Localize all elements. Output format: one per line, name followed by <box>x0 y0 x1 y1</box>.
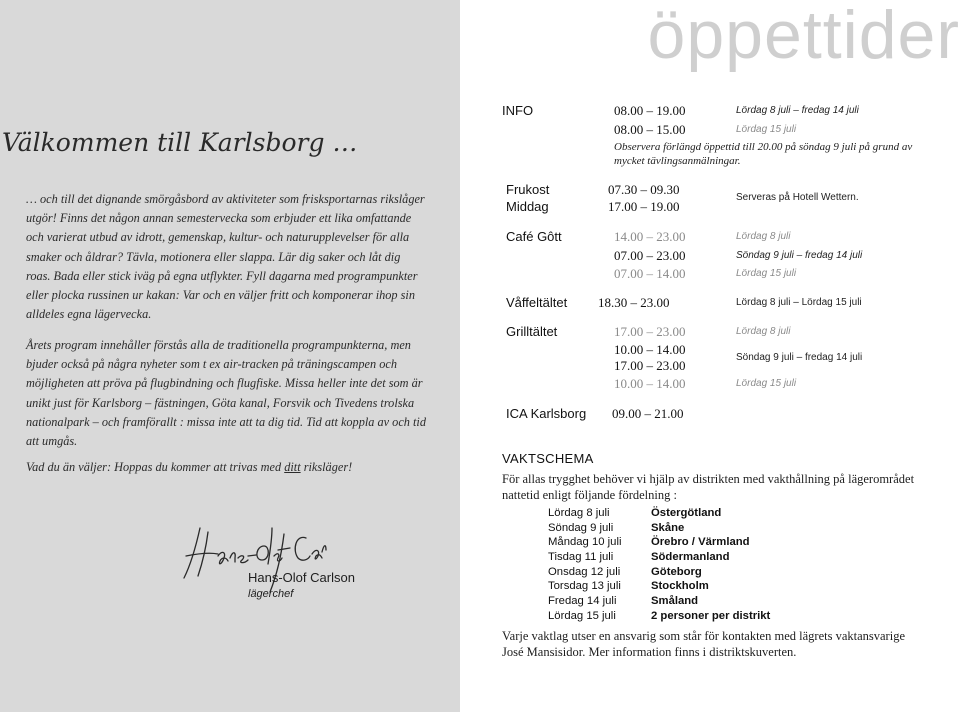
vaktschema-intro: För allas trygghet behöver vi hjälp av distrikten med vakthållning på lägerområdet nattetid enligt följande fördelning : <box>502 472 915 502</box>
cafe-note: Söndag 9 juli – fredag 14 juli <box>736 250 863 261</box>
vaktschema-district: Örebro / Värmland <box>651 536 750 549</box>
grill-time: 10.00 – 14.00 <box>614 342 686 357</box>
vaktschema-district: Östergötland <box>651 507 722 519</box>
vaktschema-row <box>548 507 770 522</box>
vaffel-note: Lördag 8 juli – Lördag 15 juli <box>736 297 862 308</box>
vaktschema-row <box>548 610 770 625</box>
cafe-label: Café Gôtt <box>506 229 562 244</box>
cafe-time: 07.00 – 23.00 <box>614 248 686 263</box>
frukost-label: Frukost <box>506 182 550 197</box>
vaktschema-district: Småland <box>651 595 699 608</box>
info-note: Lördag 15 juli <box>736 124 797 135</box>
info-time: 08.00 – 15.00 <box>614 122 686 137</box>
vaktschema-district: Göteborg <box>651 565 702 578</box>
grill-note: Lördag 15 juli <box>736 378 797 389</box>
grill-time: 17.00 – 23.00 <box>614 358 686 373</box>
vaktschema-row <box>548 536 770 551</box>
closing-line-end: riksläger! <box>300 460 353 474</box>
vaktschema-row <box>548 551 770 566</box>
vaktschema-day: Onsdag 12 juli <box>548 565 621 578</box>
vaktschema-day: Torsdag 13 juli <box>548 580 621 593</box>
cafe-note: Lördag 15 juli <box>736 268 797 279</box>
closing-line-start: Vad du än väljer: Hoppas du kommer att trivas med <box>26 460 285 474</box>
grill-time: 17.00 – 23.00 <box>614 324 686 339</box>
vaktschema-row <box>548 566 770 581</box>
welcome-title: Välkommen till Karlsborg … <box>2 128 358 157</box>
vaktschema-day: Lördag 15 juli <box>548 609 616 622</box>
middag-label: Middag <box>506 199 549 214</box>
vaktschema-day: Måndag 10 juli <box>548 536 622 549</box>
vaktschema-title: VAKTSCHEMA <box>502 451 594 466</box>
vaktschema-footer: Varje vaktlag utser en ansvarig som står för kontakten med lägrets vaktansvarige José Mansisidor. Mer information finns i distriktskuverten. <box>502 629 905 659</box>
page-title: öppettider <box>647 0 960 73</box>
grill-label: Grilltältet <box>506 324 558 339</box>
vaktschema-day: Fredag 14 juli <box>548 595 617 608</box>
ica-time: 09.00 – 21.00 <box>612 406 684 421</box>
info-time: 08.00 – 19.00 <box>614 103 686 118</box>
grill-note: Söndag 9 juli – fredag 14 juli <box>736 352 863 363</box>
vaktschema-day: Tisdag 11 juli <box>548 551 614 564</box>
vaffel-time: 18.30 – 23.00 <box>598 295 670 310</box>
vaktschema-row <box>548 580 770 595</box>
cafe-time: 14.00 – 23.00 <box>614 229 686 244</box>
vaktschema-district: Södermanland <box>651 551 730 564</box>
closing-line-emphasis: ditt <box>284 460 301 474</box>
intro-paragraph: Årets program innehåller förstås alla de traditionella programpunkterna, men bjuder också på några nyheter som t ex air-tracken på träningscampen och möjligheten att pröva på flugbindning och flugfiske. Missa heller inte det som är unikt just för Karlsborg – fästningen, Göta kanal, Forsvik och Tivedens trolska nationalpark – och framförallt : missa inte att ta dig tid. Tid att koppla av och tid att umgås. <box>26 338 426 449</box>
middag-time: 17.00 – 19.00 <box>608 199 680 214</box>
vaktschema-district: 2 personer per distrikt <box>651 609 771 622</box>
vaktschema-day: Lördag 8 juli <box>548 507 610 519</box>
intro-paragraph: … och till det dignande smörgåsbord av aktiviteter som frisksportarnas rikslåger utgör! Finns det någon annan semestervecka som erbjuder ett lika omfattande och varierat utbud av idrott, gemenskap, kultur- och naturupplevelser för alla smaker och åldrar? Tävla, motionera eller slappa. Lär dig saker och låt dig roas. Bada eller stick iväg på egna utflykter. Fyll dagarna med programpunkter eller plocka russinen ur kakan: Var och en väljer fritt och komponerar ihop sin alldeles egna lägervecka. <box>26 192 425 322</box>
info-note: Lördag 8 juli – fredag 14 juli <box>736 105 859 116</box>
vaktschema-row <box>548 522 770 537</box>
cafe-time: 07.00 – 14.00 <box>614 266 686 281</box>
welcome-panel <box>0 0 460 712</box>
signature-role: lägerchef <box>248 588 294 600</box>
meals-note: Serveras på Hotell Wettern. <box>736 192 859 203</box>
vaktschema-day: Söndag 9 juli <box>548 521 614 534</box>
vaktschema-row <box>548 595 770 610</box>
vaktschema-table <box>548 507 770 625</box>
vaktschema-district: Stockholm <box>651 580 709 593</box>
ica-label: ICA Karlsborg <box>506 406 587 421</box>
grill-time: 10.00 – 14.00 <box>614 376 686 391</box>
vaktschema-district: Skåne <box>651 521 685 534</box>
cafe-note: Lördag 8 juli <box>736 231 791 242</box>
signature-name: Hans-Olof Carlson <box>248 570 355 585</box>
info-label: INFO <box>502 103 534 118</box>
vaffel-label: Våffeltältet <box>506 295 568 310</box>
grill-note: Lördag 8 juli <box>736 326 791 337</box>
closing-line <box>26 458 426 477</box>
frukost-time: 07.30 – 09.30 <box>608 182 680 197</box>
info-notice: Observera förlängd öppettid till 20.00 på söndag 9 juli på grund av mycket tävlingsanmälningar. <box>614 141 913 167</box>
